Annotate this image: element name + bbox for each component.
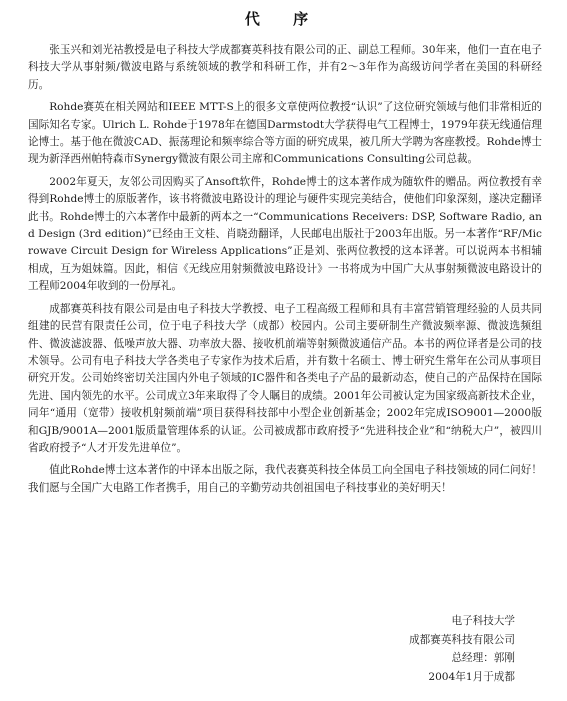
paragraph-intro: 张玉兴和刘光祜教授是电子科技大学成都赛英科技有限公司的正、副总工程师。30年来，他们一直在电子科技大学从事射频/微波电路与系统领域的教学和科研工作，并有2～3年作为高级访问学者在美国的科研经历。 bbox=[28, 44, 542, 91]
signature-company: 成都赛英科技有限公司 bbox=[409, 633, 515, 646]
signature-block bbox=[409, 612, 515, 686]
paragraph-translation: 2002年夏天，友邻公司因购买了Ansoft软件，Rohde博士的这本著作成为随软件的赠品。两位教授有幸得到Rohde博士的原版著作，该书将微波电路设计的理论与硬件实现完美结合，使他们印象深刻，遂决定翻译此书。Rohde博士的六本著作中最新的两本之一“Communications Receivers: DSP, Software Radio, and Design (3rd edition)”已经由王文桂、肖晓劲翻译，人民邮电出版社于2003年出版。另一本著作“RF/Microwave Circuit Design for Wireless Applications”正是刘、张两位教授的这本译著。可以说两本书相辅相成，互为姐妹篇。因此，相信《无线应用射频微波电路设计》一书将成为中国广大从事射频微波电路设计的工程师2004年收到的一份厚礼。 bbox=[28, 175, 542, 293]
paragraph-rohde: Rohde赛英在相关网站和IEEE MTT-S上的很多文章使两位教授“认识”了这位研究领域与他们非常相近的国际知名专家。Ulrich L. Rohde于1978年在德国Darmstodt大学获得电气工程博士，1979年获无线通信理论博士。基于他在微波CAD、振荡理论和频率综合等方面的研究成果，被几所大学聘为客座教授。Rohde博士现为新泽西州帕特森市Synergy微波有限公司主席和Communications Consulting公司总裁。 bbox=[28, 101, 543, 166]
document-body bbox=[28, 42, 542, 502]
page-title: 代 序 bbox=[244, 10, 323, 28]
signature-university: 电子科技大学 bbox=[451, 615, 515, 627]
signature-date: 2004年1月于成都 bbox=[428, 670, 515, 683]
paragraph-company: 成都赛英科技有限公司是由电子科技大学教授、电子工程高级工程师和具有丰富营销管理经验的人员共同组建的民营有限责任公司，位于电子科技大学（成都）校园内。公司主要研制生产微波频率源、微波选频组件、微波滤波器、低噪声放大器、功率放大器、接收机前端等射频微波通信产品。本书的两位译者是公司的技术领导。公司有电子科技大学各类电子专家作为技术后盾，并有数十名硕士、博士研究生常年在公司从事项目研究开发。公司始终密切关注国内外电子领域的IC器件和各类电子产品的最新动态，使自己的产品保持在国际先进、国内领先的水平。公司成立3年来取得了令人瞩目的成绩。2001年公司被认定为国家级高新技术企业，同年“通用（宽带）接收机射频前端”项目获得科技部中小型企业创新基金；2002年完成ISO9001—2000版和GJB/9001A—2001版质量管理体系的认证。公司被成都市政府授予“先进科技企业”和“纳税大户”，被四川省政府授予“人才开发先进单位”。 bbox=[28, 302, 542, 454]
signature-manager: 总经理：郭刚 bbox=[451, 652, 515, 664]
paragraph-closing: 值此Rohde博士这本著作的中译本出版之际，我代表赛英科技全体员工向全国电子科技领域的同仁问好！我们愿与全国广大电路工作者携手，用自己的辛勤劳动共创祖国电子科技事业的美好明天！ bbox=[28, 464, 542, 494]
